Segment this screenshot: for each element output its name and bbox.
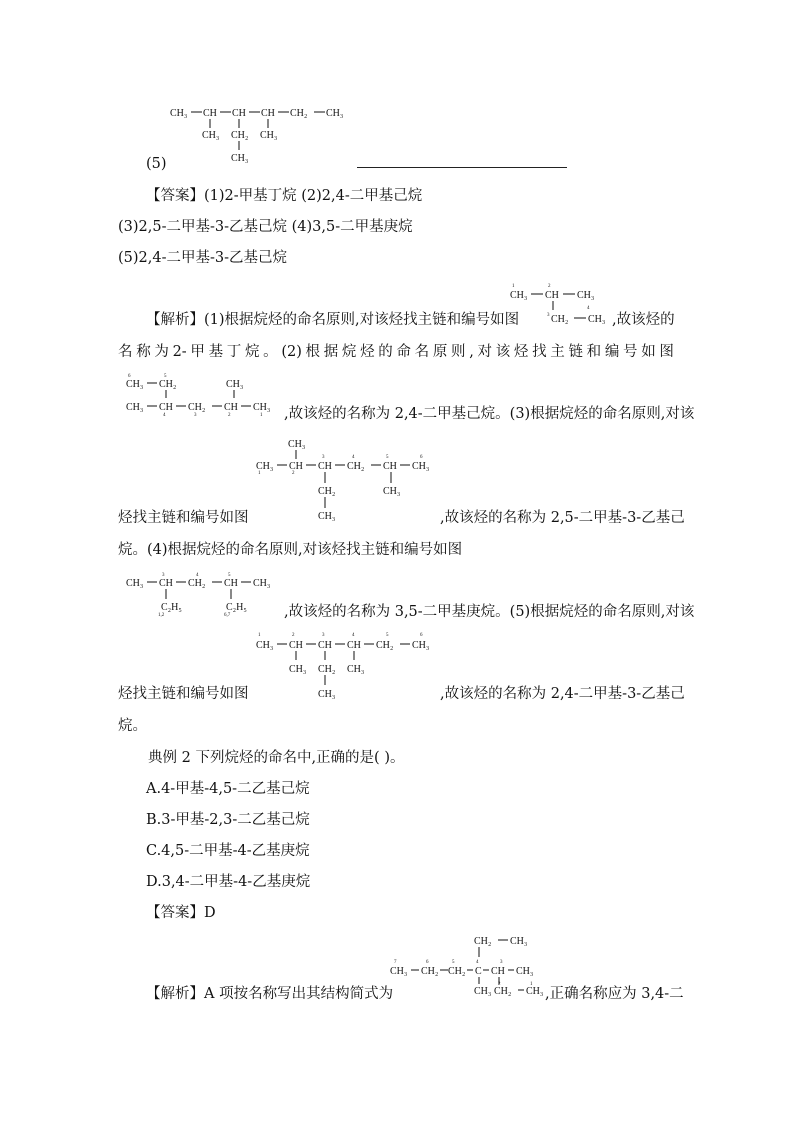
atom: CH₃ [318, 511, 336, 522]
locant: 4 [163, 413, 166, 418]
locant: 3 [194, 413, 197, 418]
atom: CH₃ [577, 290, 595, 301]
example2-option-d: D.3,4-二甲基-4-乙基庚烷 [146, 874, 311, 890]
atom: CH₂ [474, 936, 492, 947]
atom: CH₃ [347, 664, 365, 675]
q5-label: (5) [146, 156, 167, 172]
atom: CH [203, 108, 217, 119]
atom: CH₃ [326, 108, 344, 119]
atom: C₂H₅ [226, 602, 247, 613]
locant: 5 [164, 374, 167, 379]
atom: CH₂ [188, 402, 206, 413]
example2-analysis-b: ,正确名称应为 3,4-二 [545, 986, 684, 1002]
atom: CH₃ [256, 640, 274, 651]
locant: 3 [322, 633, 325, 638]
answer-blank-line [357, 167, 567, 168]
atom: CH₂ [159, 379, 177, 390]
atom: CH₃ [126, 578, 144, 589]
answer-line-2: (3)2,5-二甲基-3-乙基己烷 (4)3,5-二甲基庚烷 [118, 219, 413, 235]
locant: 2 [292, 633, 295, 638]
example2-answer: 【答案】D [146, 905, 216, 921]
example2-analysis-a: 【解析】A 项按名称写出其结构简式为 [146, 986, 394, 1002]
atom: CH [491, 966, 505, 977]
atom: CH [289, 640, 303, 651]
analysis-p7b: ,故该烃的名称为 2,4-二甲基-3-乙基己 [440, 686, 685, 702]
atom: CH [383, 461, 397, 472]
analysis-formula-5 [256, 630, 446, 700]
atom: CH [224, 578, 238, 589]
analysis-p1b: ,故该烃的 [612, 312, 675, 328]
atom: C [475, 966, 482, 977]
atom: CH₃ [288, 439, 306, 450]
example2-option-c: C.4,5-二甲基-4-乙基庚烷 [146, 843, 310, 859]
atom: CH₃ [202, 130, 220, 141]
atom: CH₃ [260, 130, 278, 141]
locant: 5 [386, 455, 389, 460]
locant: 6 [426, 960, 429, 965]
atom: CH₃ [383, 486, 401, 497]
atom: CH [232, 108, 246, 119]
atom: CH₃ [226, 379, 244, 390]
locant: 2 [292, 471, 295, 476]
answer-line-1: 【答案】(1)2-甲基丁烷 (2)2,4-二甲基己烷 [146, 188, 423, 204]
atom: CH₂ [318, 664, 336, 675]
example2-formula [388, 932, 548, 998]
atom: CH₃ [510, 290, 528, 301]
atom: CH [318, 640, 332, 651]
atom: CH₃ [516, 966, 534, 977]
locant: 7 [394, 960, 397, 965]
analysis-p2: 名 称 为 2- 甲 基 丁 烷 。 (2) 根 据 烷 烃 的 命 名 原 则 , 对 该 烃 找 主 链 和 编 号 如 图 [118, 344, 674, 360]
atom: CH₃ [412, 461, 430, 472]
atom: CH [347, 640, 361, 651]
atom: C₂H₅ [161, 602, 182, 613]
analysis-p4a: 烃找主链和编号如图 [118, 510, 249, 526]
locant: 6 [128, 374, 131, 379]
atom: CH₂ [290, 108, 308, 119]
atom: CH₃ [126, 379, 144, 390]
atom: CH₃ [510, 936, 528, 947]
analysis-formula-3 [256, 436, 446, 522]
locant: 4 [196, 573, 199, 578]
atom: CH₂ [347, 461, 365, 472]
atom: CH₃ [170, 108, 188, 119]
atom: CH [261, 108, 275, 119]
locant: 3 [162, 573, 165, 578]
atom: CH₂ [551, 314, 569, 325]
atom: CH₂ [318, 486, 336, 497]
locant: 6 [420, 455, 423, 460]
q5-structural-formula [168, 104, 358, 166]
atom: CH₃ [390, 966, 408, 977]
atom: CH₃ [231, 153, 249, 164]
example2-option-a: A.4-甲基-4,5-二乙基己烷 [146, 781, 310, 797]
analysis-p5: 烷。(4)根据烷烃的命名原则,对该烃找主链和编号如图 [118, 542, 463, 558]
atom: CH₃ [526, 986, 544, 997]
atom: CH₃ [474, 986, 492, 997]
locant: 5 [386, 633, 389, 638]
atom: CH [159, 402, 173, 413]
locant: 2 [228, 413, 231, 418]
atom: CH₃ [253, 402, 271, 413]
analysis-formula-4 [124, 570, 284, 618]
analysis-p3: ,故该烃的名称为 2,4-二甲基己烷。(3)根据烷烃的命名原则,对该 [284, 406, 695, 422]
atom: CH₃ [253, 578, 271, 589]
locant: 3 [500, 960, 503, 965]
atom: CH [545, 290, 559, 301]
atom: CH [224, 402, 238, 413]
analysis-formula-2 [124, 370, 284, 418]
analysis-p1a: 【解析】(1)根据烷烃的命名原则,对该烃找主链和编号如图 [146, 312, 520, 328]
locant: 1,2 [158, 613, 165, 618]
locant: 1 [258, 471, 261, 476]
atom: CH [318, 461, 332, 472]
analysis-p4b: ,故该烃的名称为 2,5-二甲基-3-乙基己 [440, 510, 685, 526]
locant: 2 [548, 284, 551, 289]
example2-question: 典例 2 下列烷烃的命名中,正确的是( )。 [148, 750, 405, 766]
locant: 3 [322, 455, 325, 460]
example2-option-b: B.3-甲基-2,3-二乙基己烷 [146, 812, 310, 828]
atom: CH₂ [376, 640, 394, 651]
locant: 6 [420, 633, 423, 638]
atom: CH₃ [588, 314, 606, 325]
locant: 3 [547, 313, 550, 318]
atom: CH₂ [188, 578, 206, 589]
atom: CH₃ [126, 402, 144, 413]
atom: CH₂ [421, 966, 439, 977]
locant: 4 [587, 306, 590, 311]
atom: CH [159, 578, 173, 589]
analysis-formula-1 [508, 282, 612, 326]
locant: 4 [476, 960, 479, 965]
locant: 1 [260, 413, 263, 418]
locant: 4 [352, 633, 355, 638]
analysis-p6: ,故该烃的名称为 3,5-二甲基庚烷。(5)根据烷烃的命名原则,对该 [284, 604, 695, 620]
locant: 1 [258, 633, 261, 638]
answer-line-3: (5)2,4-二甲基-3-乙基己烷 [118, 250, 288, 266]
locant: 2 [498, 982, 501, 987]
locant: 5 [228, 573, 231, 578]
atom: CH₂ [494, 986, 512, 997]
atom: CH [289, 461, 303, 472]
locant: 1 [530, 982, 533, 987]
analysis-p7a: 烃找主链和编号如图 [118, 686, 249, 702]
locant: 1 [512, 284, 515, 289]
locant: 4 [352, 455, 355, 460]
atom: CH₃ [256, 461, 274, 472]
atom: CH₂ [448, 966, 466, 977]
locant: 6,7 [224, 613, 231, 618]
atom: CH₂ [231, 130, 249, 141]
analysis-p8: 烷。 [118, 718, 147, 734]
atom: CH₃ [289, 664, 307, 675]
atom: CH₃ [318, 689, 336, 700]
atom: CH₃ [412, 640, 430, 651]
locant: 5 [452, 960, 455, 965]
